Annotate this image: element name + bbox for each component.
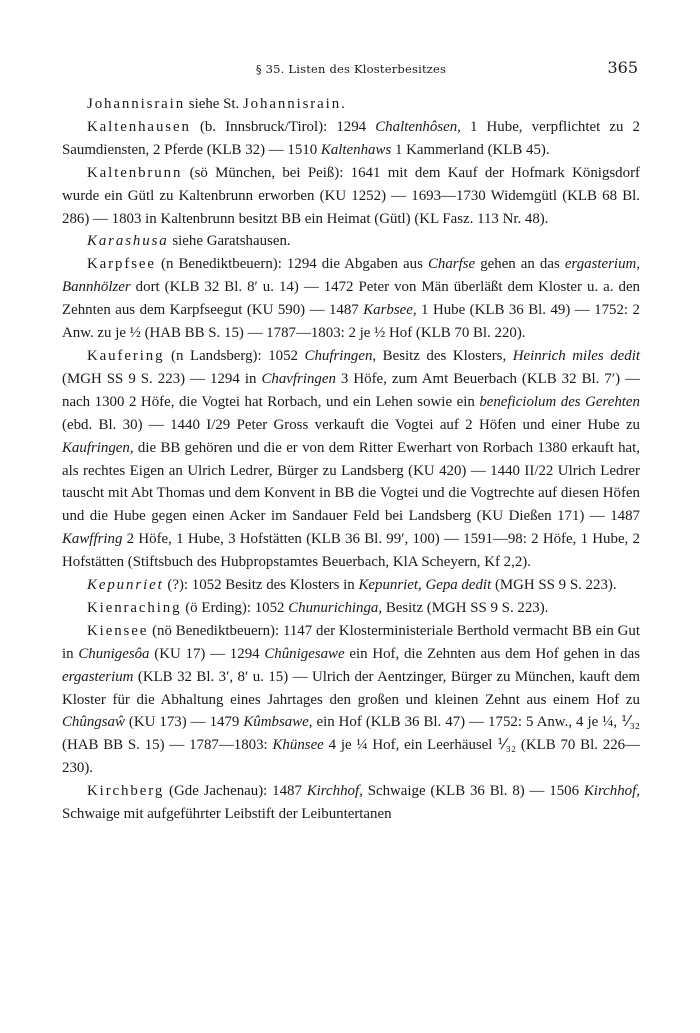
entry-text: Besitz (MGH SS 9 S. 223). (382, 599, 549, 616)
register-entry (62, 116, 640, 162)
italic-source-form: beneficiolum des Gerehten (479, 393, 640, 410)
register-entry (62, 230, 640, 253)
entry-text: (ebd. Bl. 30) — 1440 I/29 Peter Gross verkauft die Vogtei auf 2 Höfen und einer Hube zu (62, 416, 640, 433)
entry-lemma: Kirchberg (87, 783, 165, 800)
entry-text: (sö München, bei Peiß): 1641 mit dem Kauf der Hofmark Königsdorf wurde ein Gütl zu Kaltenbrunn erworben (KU 1252) — 1693—1730 Widemgütl (KLB 68 Bl. 286) — 1803 in Kaltenbrunn besitzt BB ein Heimat (Gütl) (KL Fasz. 113 Nr. 48). (62, 164, 640, 227)
italic-source-form: Charfse (427, 256, 476, 273)
italic-source-form: Chunigesôa (78, 645, 150, 662)
entry-text: (KU 17) — 1294 (149, 645, 265, 662)
entry-text: dort (KLB 32 Bl. 8′ u. 14) — 1472 Peter von Män überläßt dem Kloster u. a. den Zehnten aus dem Karpfseegut (KU 590) — 1487 (62, 279, 640, 319)
entry-text: die BB gehören und die er von dem Ritter Ewerhart von Rorbach 1380 erkauft hat, als rechtes Eigen an Ulrich Ledrer, Bürger zu Landsberg (KU 420) — 1440 II/22 Ulrich Ledrer tauscht mit Abt Thomas und dem Konvent in BB die Vogtei und die Vogtrechte auf diesen Höfen und die Hube gegen einen Acker im Sandauer Feld bei Landsberg (KU Dießen 171) — 1487 (62, 439, 640, 525)
entry-text: (b. Innsbruck/Tirol): 1294 (190, 118, 376, 135)
register-entry (62, 253, 640, 345)
entry-text: (KLB 32 Bl. 3′, 8′ u. 15) — Ulrich der Aentzinger, Bürger zu München, kauft dem Kloster für die Abhaltung eines Jahrtages den großen und kleinen Zehnt aus einem Hof zu (62, 668, 640, 708)
entry-text: Schwaige mit aufgeführter Leibstift der Leibuntertanen (62, 806, 392, 823)
entry-text: ein Hof (KLB 36 Bl. 47) — 1752: 5 Anw., 4 je ¼, ⅟₃₂ (HAB BB S. 15) — 1787—1803: (62, 714, 640, 754)
entry-lemma: Kaufering (87, 347, 165, 364)
italic-source-form: Kawffring (62, 531, 123, 548)
entry-text: (nö Benediktbeuern): 1147 der Klosterministeriale Berthold vermacht BB ein Gut in (62, 622, 640, 662)
italic-source-form: Chavfringen (261, 370, 336, 387)
register-entry (62, 162, 640, 231)
entry-text: . (341, 96, 345, 112)
entry-lemma: Kepunriet (87, 577, 164, 594)
italic-source-form: Khünsee (272, 737, 324, 754)
register-entry (62, 597, 640, 620)
entry-lemma: Kienraching (87, 599, 182, 616)
entry-text: 2 Höfe, 1 Hube, 3 Hofstätten (KLB 36 Bl. 99′, 100) — 1591—98: 2 Höfe, 1 Hube, 2 Hofstätten (Stiftsbuch des Hubpropstamtes Beuerbach, KlA Scheyern, Kf 2,2). (62, 531, 640, 571)
italic-source-form: Kaufringen, (62, 439, 134, 456)
italic-source-form: Kepunriet, Gepa dedit (358, 577, 492, 594)
running-title: § 35. Listen des Klosterbesitzes (255, 62, 447, 76)
italic-source-form: Karbsee, (363, 302, 417, 319)
entry-text: siehe Garatshausen. (168, 233, 291, 250)
entry-text: gehen an das (475, 256, 565, 273)
entry-text: (MGH SS 9 S. 223). (491, 577, 617, 594)
entry-text: 1 Kammerland (KLB 45). (391, 141, 550, 158)
entry-text: 4 je ¼ Hof, ein Leerhäusel ⅟₃₂ (KLB 70 Bl. 226—230). (62, 737, 640, 777)
entry-text: 1 Hube (KLB 36 Bl. 49) — 1752: 2 Anw. zu je ½ (HAB BB S. 15) — 1787—1803: 2 je ½ Hof (KLB 70 Bl. 220). (62, 302, 640, 342)
page-number: 365 (607, 58, 638, 77)
entry-lemma: Karashusa (87, 233, 169, 250)
entry-text: (?): 1052 Besitz des Klosters in (163, 577, 359, 594)
italic-source-form: Chûnigesawe (264, 645, 345, 662)
register-entry (62, 345, 640, 574)
entry-lemma: Kaltenhausen (87, 118, 191, 135)
entry-text: (n Benediktbeuern): 1294 die Abgaben aus (155, 256, 428, 273)
entry-lemma: Johannisrain (87, 96, 186, 112)
italic-source-form: ergasterium (62, 668, 134, 685)
register-entry (62, 93, 640, 116)
italic-source-form: Kûmbsawe, (243, 714, 313, 731)
entry-text: 1 Hube, verpflichtet zu 2 Saumdiensten, 2 Pferde (KLB 32) — 1510 (62, 118, 640, 158)
entry-text: 3 Höfe, zum Amt Beuerbach (KLB 32 Bl. 7′) — nach 1300 2 Höfe, die Vogtei hat Rorbach, und ein Lehen sowie ein (62, 370, 640, 410)
entry-lemma: Karpfsee (87, 256, 156, 273)
italic-source-form: Heinrich miles dedit (512, 347, 640, 364)
italic-source-form: Chûngsaŵ (62, 714, 125, 731)
italic-source-form: Chunurichinga, (288, 599, 383, 616)
entry-text: (Gde Jachenau): 1487 (164, 783, 307, 800)
entry-lemma: Kaltenbrunn (87, 164, 183, 181)
running-head (62, 50, 640, 80)
italic-source-form: ergasterium, Bannhölzer (62, 256, 640, 296)
entry-text: Schwaige (KLB 36 Bl. 8) — 1506 (362, 783, 584, 800)
register-entry (62, 620, 640, 780)
italic-source-form: Kirchhof, (583, 783, 640, 800)
cross-reference: Johannisrain (242, 96, 342, 112)
register-text (62, 93, 640, 826)
entry-lemma: Kiensee (87, 622, 149, 639)
italic-source-form: Kaltenhaws (320, 141, 392, 158)
entry-text: siehe St. (185, 96, 243, 112)
entry-text: (MGH SS 9 S. 223) — 1294 in (62, 370, 262, 387)
entry-text: (KU 173) — 1479 (124, 714, 244, 731)
entry-text: (ö Erding): 1052 (181, 599, 289, 616)
italic-source-form: Chaltenhôsen, (375, 118, 461, 135)
entry-text: ein Hof, die Zehnten aus dem Hof gehen in das (344, 645, 640, 662)
italic-source-form: Chufringen, (304, 347, 377, 364)
entry-text: (n Landsberg): 1052 (164, 347, 305, 364)
book-page (62, 50, 640, 826)
italic-source-form: Kirchhof, (306, 783, 363, 800)
register-entry (62, 574, 640, 597)
entry-text: Besitz des Klosters, (376, 347, 513, 364)
register-entry (62, 780, 640, 826)
